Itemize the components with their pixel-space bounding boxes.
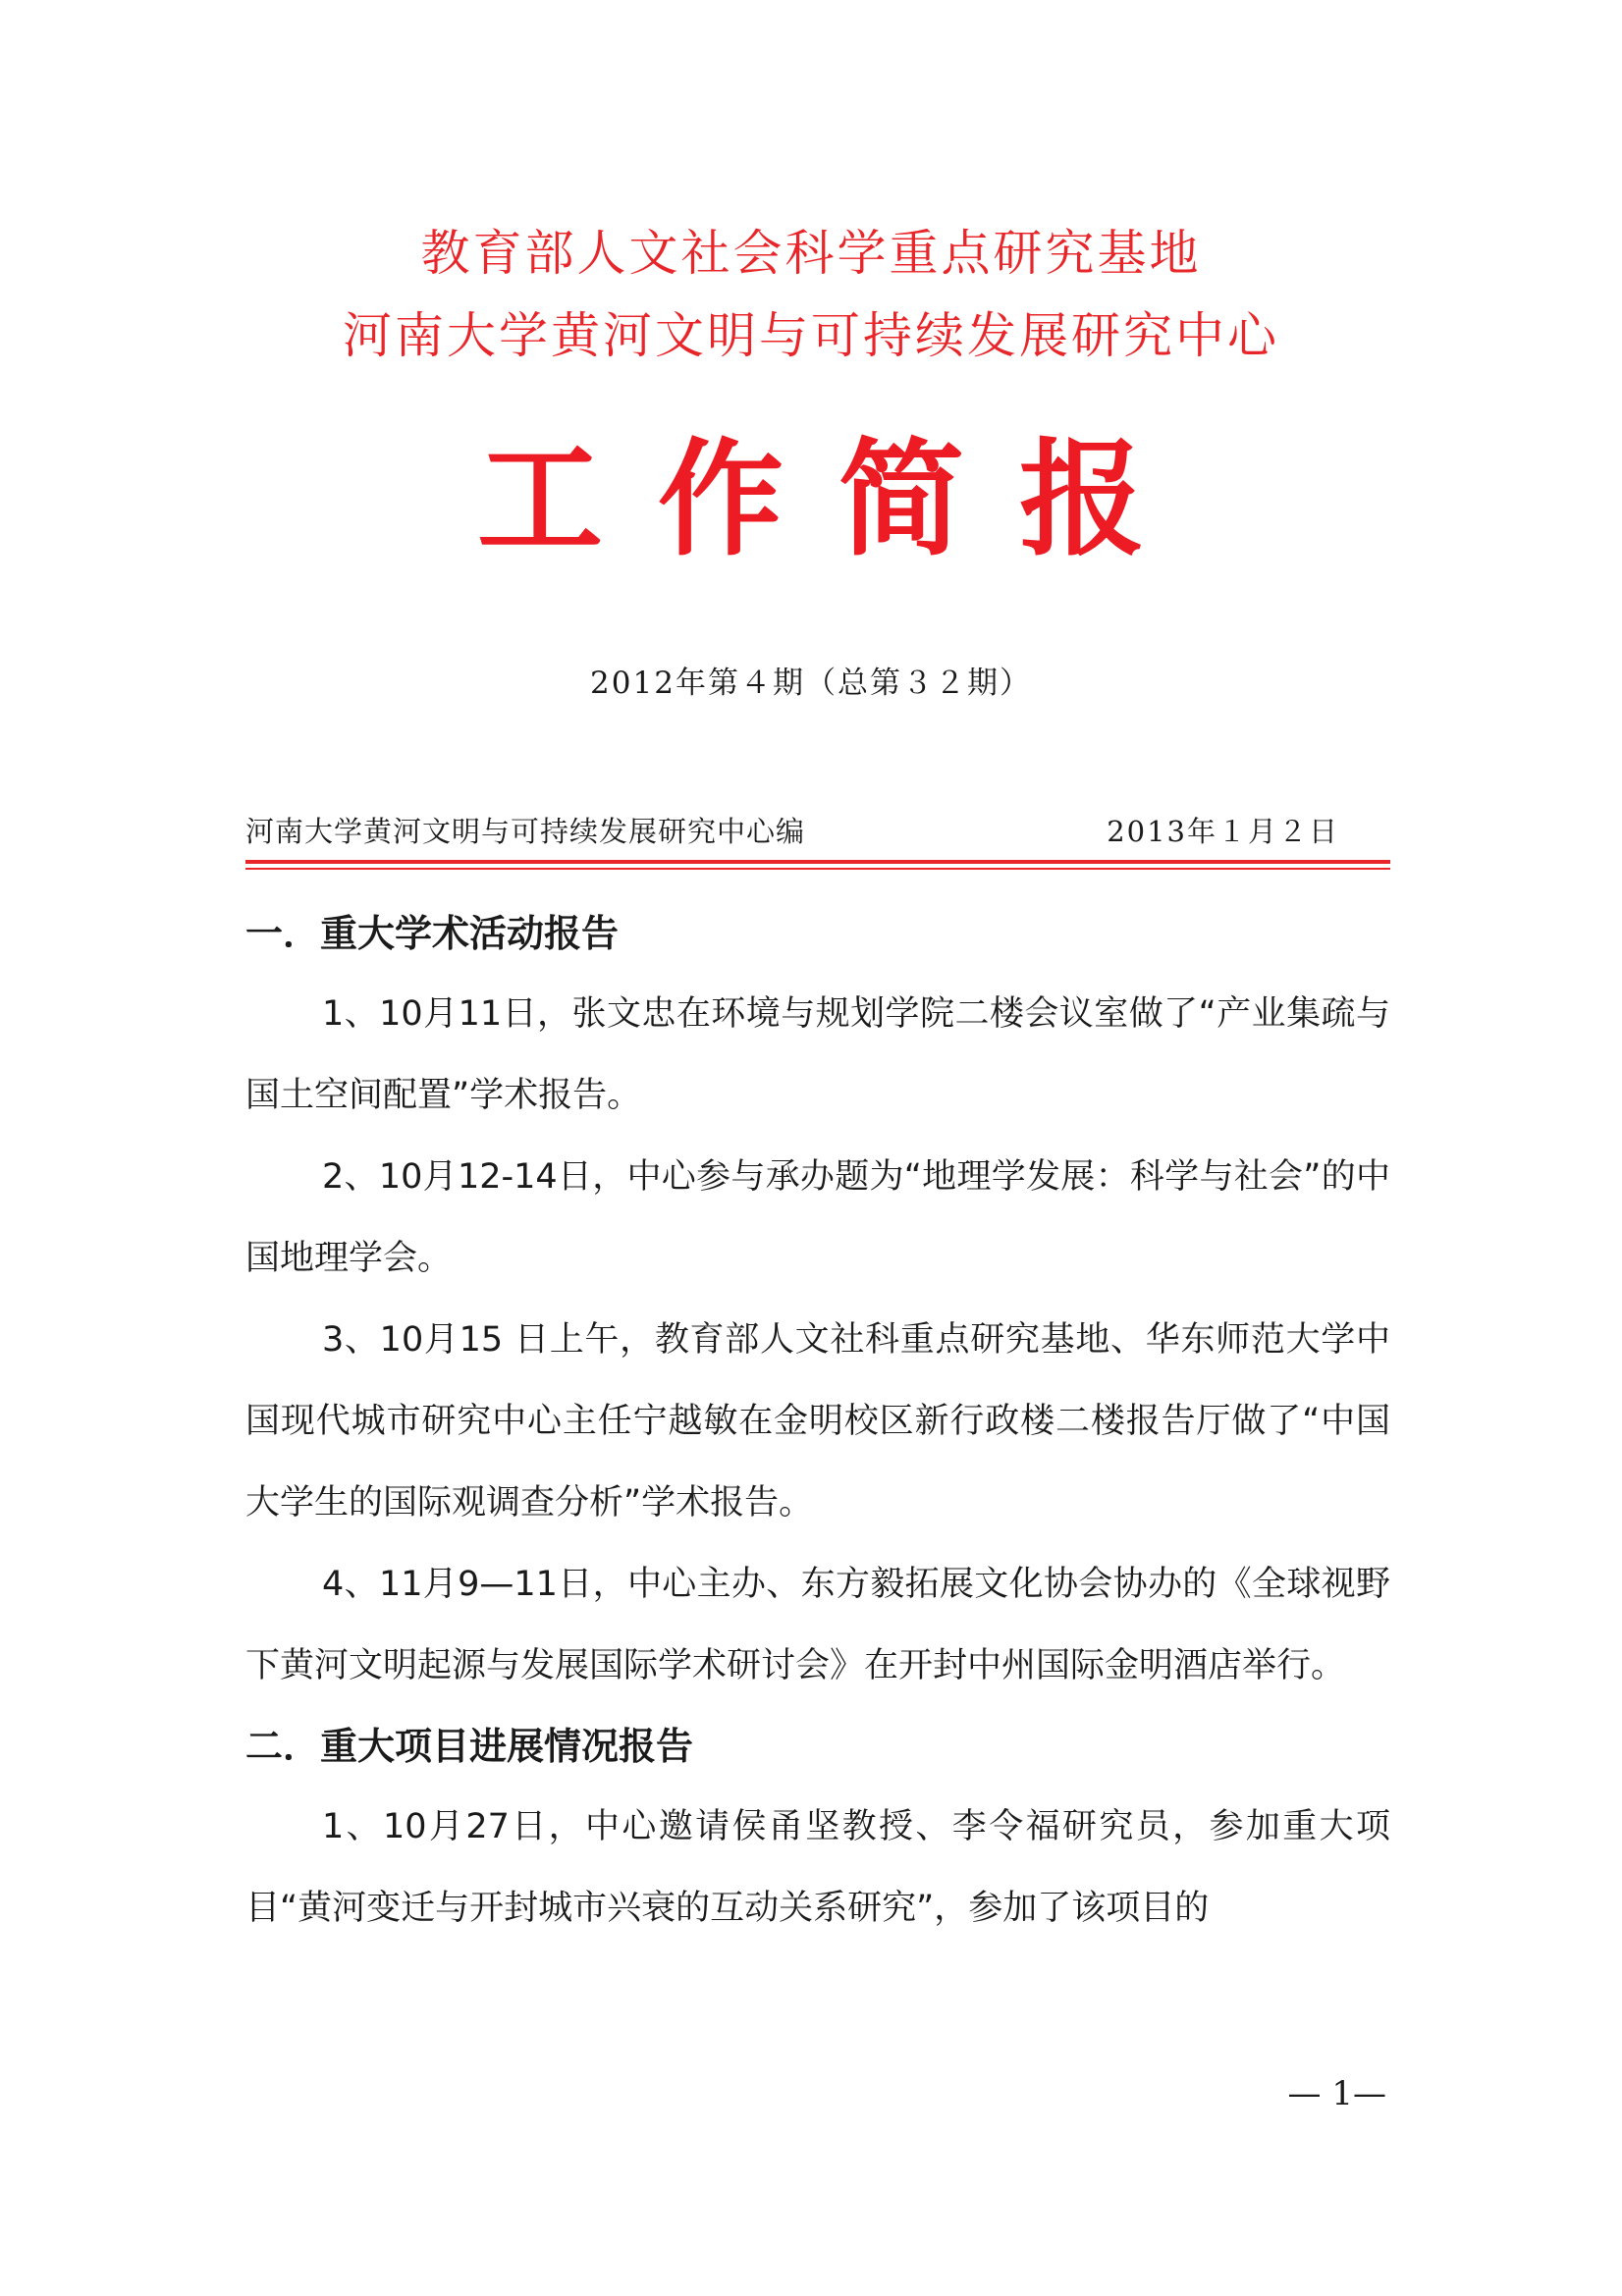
- section-items: [245, 974, 1390, 1707]
- list-item: 3、10月15 日上午，教育部人文社科重点研究基地、华东师范大学中国现代城市研究中心主任宁越敏在金明校区新行政楼二楼报告厅做了“中国大学生的国际观调查分析”学术报告。: [245, 1320, 1390, 1522]
- section-heading: 二．重大项目进展情况报告: [245, 1725, 694, 1768]
- list-item: 2、10月12-14日，中心参与承办题为“地理学发展：科学与社会”的中国地理学会。: [245, 1157, 1390, 1278]
- org-line-2: 河南大学黄河文明与可持续发展研究中心: [343, 307, 1279, 364]
- report-body: [245, 908, 1390, 1949]
- section-project-progress: [245, 1721, 1390, 1949]
- report-title: 工作简报: [476, 427, 1200, 573]
- issue-number: 2012年第４期（总第３２期）: [590, 666, 1032, 701]
- section-items: [245, 1787, 1390, 1949]
- editor-name: 河南大学黄河文明与可持续发展研究中心编: [245, 815, 806, 848]
- header-rule-thin: [245, 868, 1390, 870]
- list-item: 4、11月9—11日，中心主办、东方毅拓展文化协会协办的《全球视野下黄河文明起源与发展国际学术研讨会》在开封中州国际金明酒店举行。: [245, 1565, 1390, 1685]
- org-line-1: 教育部人文社会科学重点研究基地: [420, 225, 1202, 282]
- issue-date: 2013年１月２日: [1107, 815, 1339, 848]
- section-academic-activities: [245, 908, 1390, 1707]
- section-heading: 一．重大学术活动报告: [245, 912, 620, 955]
- page-number: — 1—: [1287, 2074, 1386, 2113]
- list-item: 1、10月27日，中心邀请侯甬坚教授、李令福研究员，参加重大项目“黄河变迁与开封城市兴衰的互动关系研究”，参加了该项目的: [245, 1807, 1390, 1928]
- list-item: 1、10月11日，张文忠在环境与规划学院二楼会议室做了“产业集疏与国土空间配置”学术报告。: [245, 994, 1390, 1115]
- header-rule-thick: [245, 860, 1390, 864]
